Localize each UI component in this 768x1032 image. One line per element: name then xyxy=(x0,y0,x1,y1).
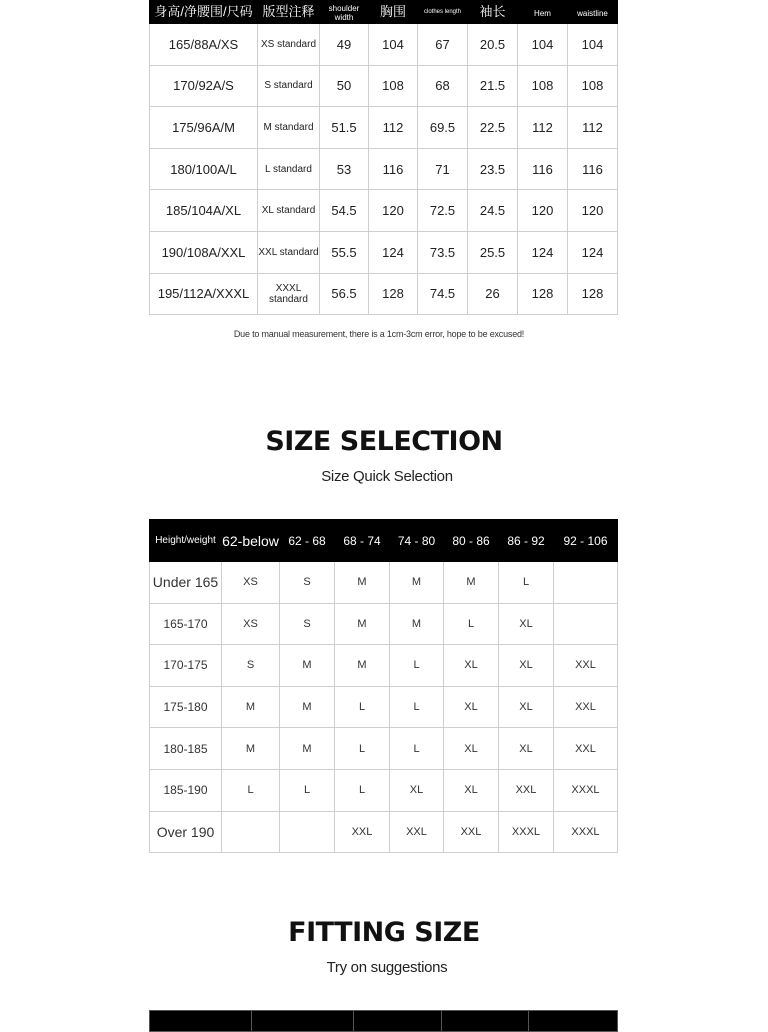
recommended-size-cell: XL xyxy=(390,769,444,811)
size-chart-header-label: shoulder width xyxy=(328,4,360,22)
recommended-size-cell: M xyxy=(444,562,499,604)
measurement-cell: 55.5 xyxy=(320,231,369,273)
measurement-cell: 108 xyxy=(518,65,568,107)
recommended-size-cell: L xyxy=(390,645,444,687)
measurement-cell: 20.5 xyxy=(468,24,518,66)
recommended-size-cell: XL xyxy=(499,645,554,687)
size-code-cell: 190/108A/XXL xyxy=(150,231,258,273)
size-selection-row xyxy=(150,603,618,645)
size-chart-table xyxy=(149,0,618,315)
fitting-header-cell xyxy=(354,1011,442,1032)
measurement-cell: 71 xyxy=(418,148,468,190)
recommended-size-cell: L xyxy=(335,769,390,811)
size-chart-header-label: Hem xyxy=(534,8,551,18)
size-chart-header-label: waistline xyxy=(577,8,608,18)
recommended-size-cell xyxy=(222,811,280,853)
recommended-size-cell: M xyxy=(335,645,390,687)
measurement-cell: 112 xyxy=(568,107,618,149)
recommended-size-cell: S xyxy=(280,603,335,645)
recommended-size-cell: L xyxy=(499,562,554,604)
recommended-size-cell: M xyxy=(280,645,335,687)
size-chart-header-cell xyxy=(568,0,618,24)
size-selection-body xyxy=(150,562,618,853)
size-selection-row xyxy=(150,562,618,604)
fitting-size-table xyxy=(149,1010,618,1032)
size-code-cell: 195/112A/XXXL xyxy=(150,273,258,315)
size-chart-header-cell xyxy=(518,0,568,24)
recommended-size-cell: XXL xyxy=(444,811,499,853)
measurement-cell: 128 xyxy=(568,273,618,315)
recommended-size-cell: M xyxy=(390,603,444,645)
fitting-header-cell xyxy=(150,1011,252,1032)
measurement-cell: 120 xyxy=(568,190,618,232)
size-chart-row xyxy=(150,148,618,190)
measurement-cell: 104 xyxy=(369,24,418,66)
fitting-header-cell xyxy=(252,1011,354,1032)
size-chart-header-cell xyxy=(369,0,418,24)
recommended-size-cell: M xyxy=(222,686,280,728)
measurement-cell: 116 xyxy=(369,148,418,190)
size-selection-header-cell: 62-below xyxy=(222,520,280,562)
height-range-cell: 185-190 xyxy=(150,769,222,811)
measurement-cell: 108 xyxy=(369,65,418,107)
size-selection-title: SIZE SELECTION xyxy=(265,426,503,457)
measurement-cell: 69.5 xyxy=(418,107,468,149)
size-chart-body xyxy=(150,24,618,315)
recommended-size-cell: L xyxy=(390,728,444,770)
size-code-cell: 170/92A/S xyxy=(150,65,258,107)
recommended-size-cell: XXXL xyxy=(554,811,618,853)
measurement-cell: 21.5 xyxy=(468,65,518,107)
recommended-size-cell: XL xyxy=(444,686,499,728)
size-selection-header-cell: 92 - 106 xyxy=(554,520,618,562)
size-chart-row xyxy=(150,107,618,149)
measurement-cell: 68 xyxy=(418,65,468,107)
size-selection-table xyxy=(149,519,618,853)
recommended-size-cell: M xyxy=(335,562,390,604)
size-selection-header-cell: Height/weight xyxy=(150,520,222,562)
size-selection-row xyxy=(150,728,618,770)
size-chart-header-label: 袖长 xyxy=(479,3,506,19)
size-selection-header-cell: 74 - 80 xyxy=(390,520,444,562)
height-range-cell: 165-170 xyxy=(150,603,222,645)
size-code-cell: 185/104A/XL xyxy=(150,190,258,232)
recommended-size-cell: XXL xyxy=(554,686,618,728)
size-selection-row xyxy=(150,686,618,728)
fit-note-cell: L standard xyxy=(258,148,320,190)
fitting-size-title: FITTING SIZE xyxy=(288,917,480,948)
recommended-size-cell: L xyxy=(222,769,280,811)
fitting-size-subtitle: Try on suggestions xyxy=(326,959,448,976)
recommended-size-cell: L xyxy=(390,686,444,728)
size-chart-header-cell xyxy=(320,0,369,24)
recommended-size-cell: S xyxy=(280,562,335,604)
height-range-cell: Under 165 xyxy=(150,562,222,604)
recommended-size-cell: L xyxy=(444,603,499,645)
measurement-cell: 24.5 xyxy=(468,190,518,232)
recommended-size-cell: XXL xyxy=(499,769,554,811)
fitting-header-cell xyxy=(529,1011,618,1032)
measurement-cell: 74.5 xyxy=(418,273,468,315)
size-selection-row xyxy=(150,811,618,853)
measurement-cell: 128 xyxy=(518,273,568,315)
size-selection-row xyxy=(150,645,618,687)
measurement-cell: 124 xyxy=(568,231,618,273)
height-range-cell: 175-180 xyxy=(150,686,222,728)
height-range-cell: Over 190 xyxy=(150,811,222,853)
measurement-cell: 56.5 xyxy=(320,273,369,315)
measurement-cell: 25.5 xyxy=(468,231,518,273)
measurement-cell: 72.5 xyxy=(418,190,468,232)
size-chart-row xyxy=(150,231,618,273)
size-selection-header-cell: 80 - 86 xyxy=(444,520,499,562)
size-code-cell: 180/100A/L xyxy=(150,148,258,190)
measurement-cell: 124 xyxy=(369,231,418,273)
recommended-size-cell: XL xyxy=(499,603,554,645)
recommended-size-cell: XXL xyxy=(335,811,390,853)
recommended-size-cell: XL xyxy=(499,686,554,728)
recommended-size-cell xyxy=(554,562,618,604)
size-code-cell: 175/96A/M xyxy=(150,107,258,149)
size-chart-row xyxy=(150,24,618,66)
size-chart-row xyxy=(150,273,618,315)
size-chart-row xyxy=(150,190,618,232)
size-selection-subtitle: Size Quick Selection xyxy=(321,468,453,485)
recommended-size-cell xyxy=(554,603,618,645)
recommended-size-cell: L xyxy=(335,728,390,770)
size-chart-header-row xyxy=(150,0,618,24)
fit-note-cell: XXXL standard xyxy=(258,273,320,315)
size-selection-header-row xyxy=(150,520,618,562)
recommended-size-cell: M xyxy=(222,728,280,770)
size-chart-header-label: 身高/净腰围/尺码 xyxy=(154,3,253,19)
measurement-cell: 26 xyxy=(468,273,518,315)
measurement-cell: 73.5 xyxy=(418,231,468,273)
measurement-cell: 50 xyxy=(320,65,369,107)
size-chart-header-cell xyxy=(150,0,258,24)
measurement-cell: 120 xyxy=(518,190,568,232)
measurement-cell: 108 xyxy=(568,65,618,107)
measurement-cell: 128 xyxy=(369,273,418,315)
recommended-size-cell xyxy=(280,811,335,853)
fitting-size-header-row xyxy=(150,1011,618,1032)
measurement-error-note: Due to manual measurement, there is a 1cm-3cm error, hope to be excused! xyxy=(233,329,525,339)
fit-note-cell: XXL standard xyxy=(258,231,320,273)
recommended-size-cell: XL xyxy=(499,728,554,770)
size-selection-header-cell: 68 - 74 xyxy=(335,520,390,562)
size-chart-header-label: clothes length xyxy=(423,8,462,15)
size-chart-header-label: 胸围 xyxy=(379,3,406,19)
measurement-cell: 120 xyxy=(369,190,418,232)
recommended-size-cell: XXL xyxy=(390,811,444,853)
recommended-size-cell: XS xyxy=(222,562,280,604)
recommended-size-cell: M xyxy=(280,728,335,770)
recommended-size-cell: S xyxy=(222,645,280,687)
recommended-size-cell: XXL xyxy=(554,645,618,687)
measurement-cell: 67 xyxy=(418,24,468,66)
fit-note-cell: XS standard xyxy=(258,24,320,66)
size-chart-header-label: 版型注释 xyxy=(262,3,315,19)
size-chart-header-cell xyxy=(258,0,320,24)
recommended-size-cell: XXXL xyxy=(499,811,554,853)
measurement-cell: 116 xyxy=(568,148,618,190)
measurement-cell: 104 xyxy=(518,24,568,66)
size-code-cell: 165/88A/XS xyxy=(150,24,258,66)
measurement-cell: 22.5 xyxy=(468,107,518,149)
measurement-cell: 23.5 xyxy=(468,148,518,190)
measurement-cell: 54.5 xyxy=(320,190,369,232)
size-selection-row xyxy=(150,769,618,811)
measurement-cell: 51.5 xyxy=(320,107,369,149)
recommended-size-cell: M xyxy=(280,686,335,728)
fitting-header-cell xyxy=(442,1011,529,1032)
height-range-cell: 170-175 xyxy=(150,645,222,687)
fit-note-cell: XL standard xyxy=(258,190,320,232)
size-chart-header-cell xyxy=(418,0,468,24)
size-selection-header-cell: 86 - 92 xyxy=(499,520,554,562)
recommended-size-cell: XXL xyxy=(554,728,618,770)
measurement-cell: 112 xyxy=(518,107,568,149)
recommended-size-cell: M xyxy=(335,603,390,645)
height-range-cell: 180-185 xyxy=(150,728,222,770)
recommended-size-cell: XL xyxy=(444,728,499,770)
recommended-size-cell: M xyxy=(390,562,444,604)
measurement-cell: 116 xyxy=(518,148,568,190)
recommended-size-cell: XS xyxy=(222,603,280,645)
measurement-cell: 53 xyxy=(320,148,369,190)
size-chart-header-cell xyxy=(468,0,518,24)
recommended-size-cell: XL xyxy=(444,769,499,811)
fit-note-cell: M standard xyxy=(258,107,320,149)
measurement-cell: 124 xyxy=(518,231,568,273)
measurement-cell: 49 xyxy=(320,24,369,66)
measurement-cell: 104 xyxy=(568,24,618,66)
recommended-size-cell: L xyxy=(335,686,390,728)
recommended-size-cell: L xyxy=(280,769,335,811)
recommended-size-cell: XL xyxy=(444,645,499,687)
size-chart-row xyxy=(150,65,618,107)
fit-note-cell: S standard xyxy=(258,65,320,107)
recommended-size-cell: XXXL xyxy=(554,769,618,811)
measurement-cell: 112 xyxy=(369,107,418,149)
size-selection-header-cell: 62 - 68 xyxy=(280,520,335,562)
